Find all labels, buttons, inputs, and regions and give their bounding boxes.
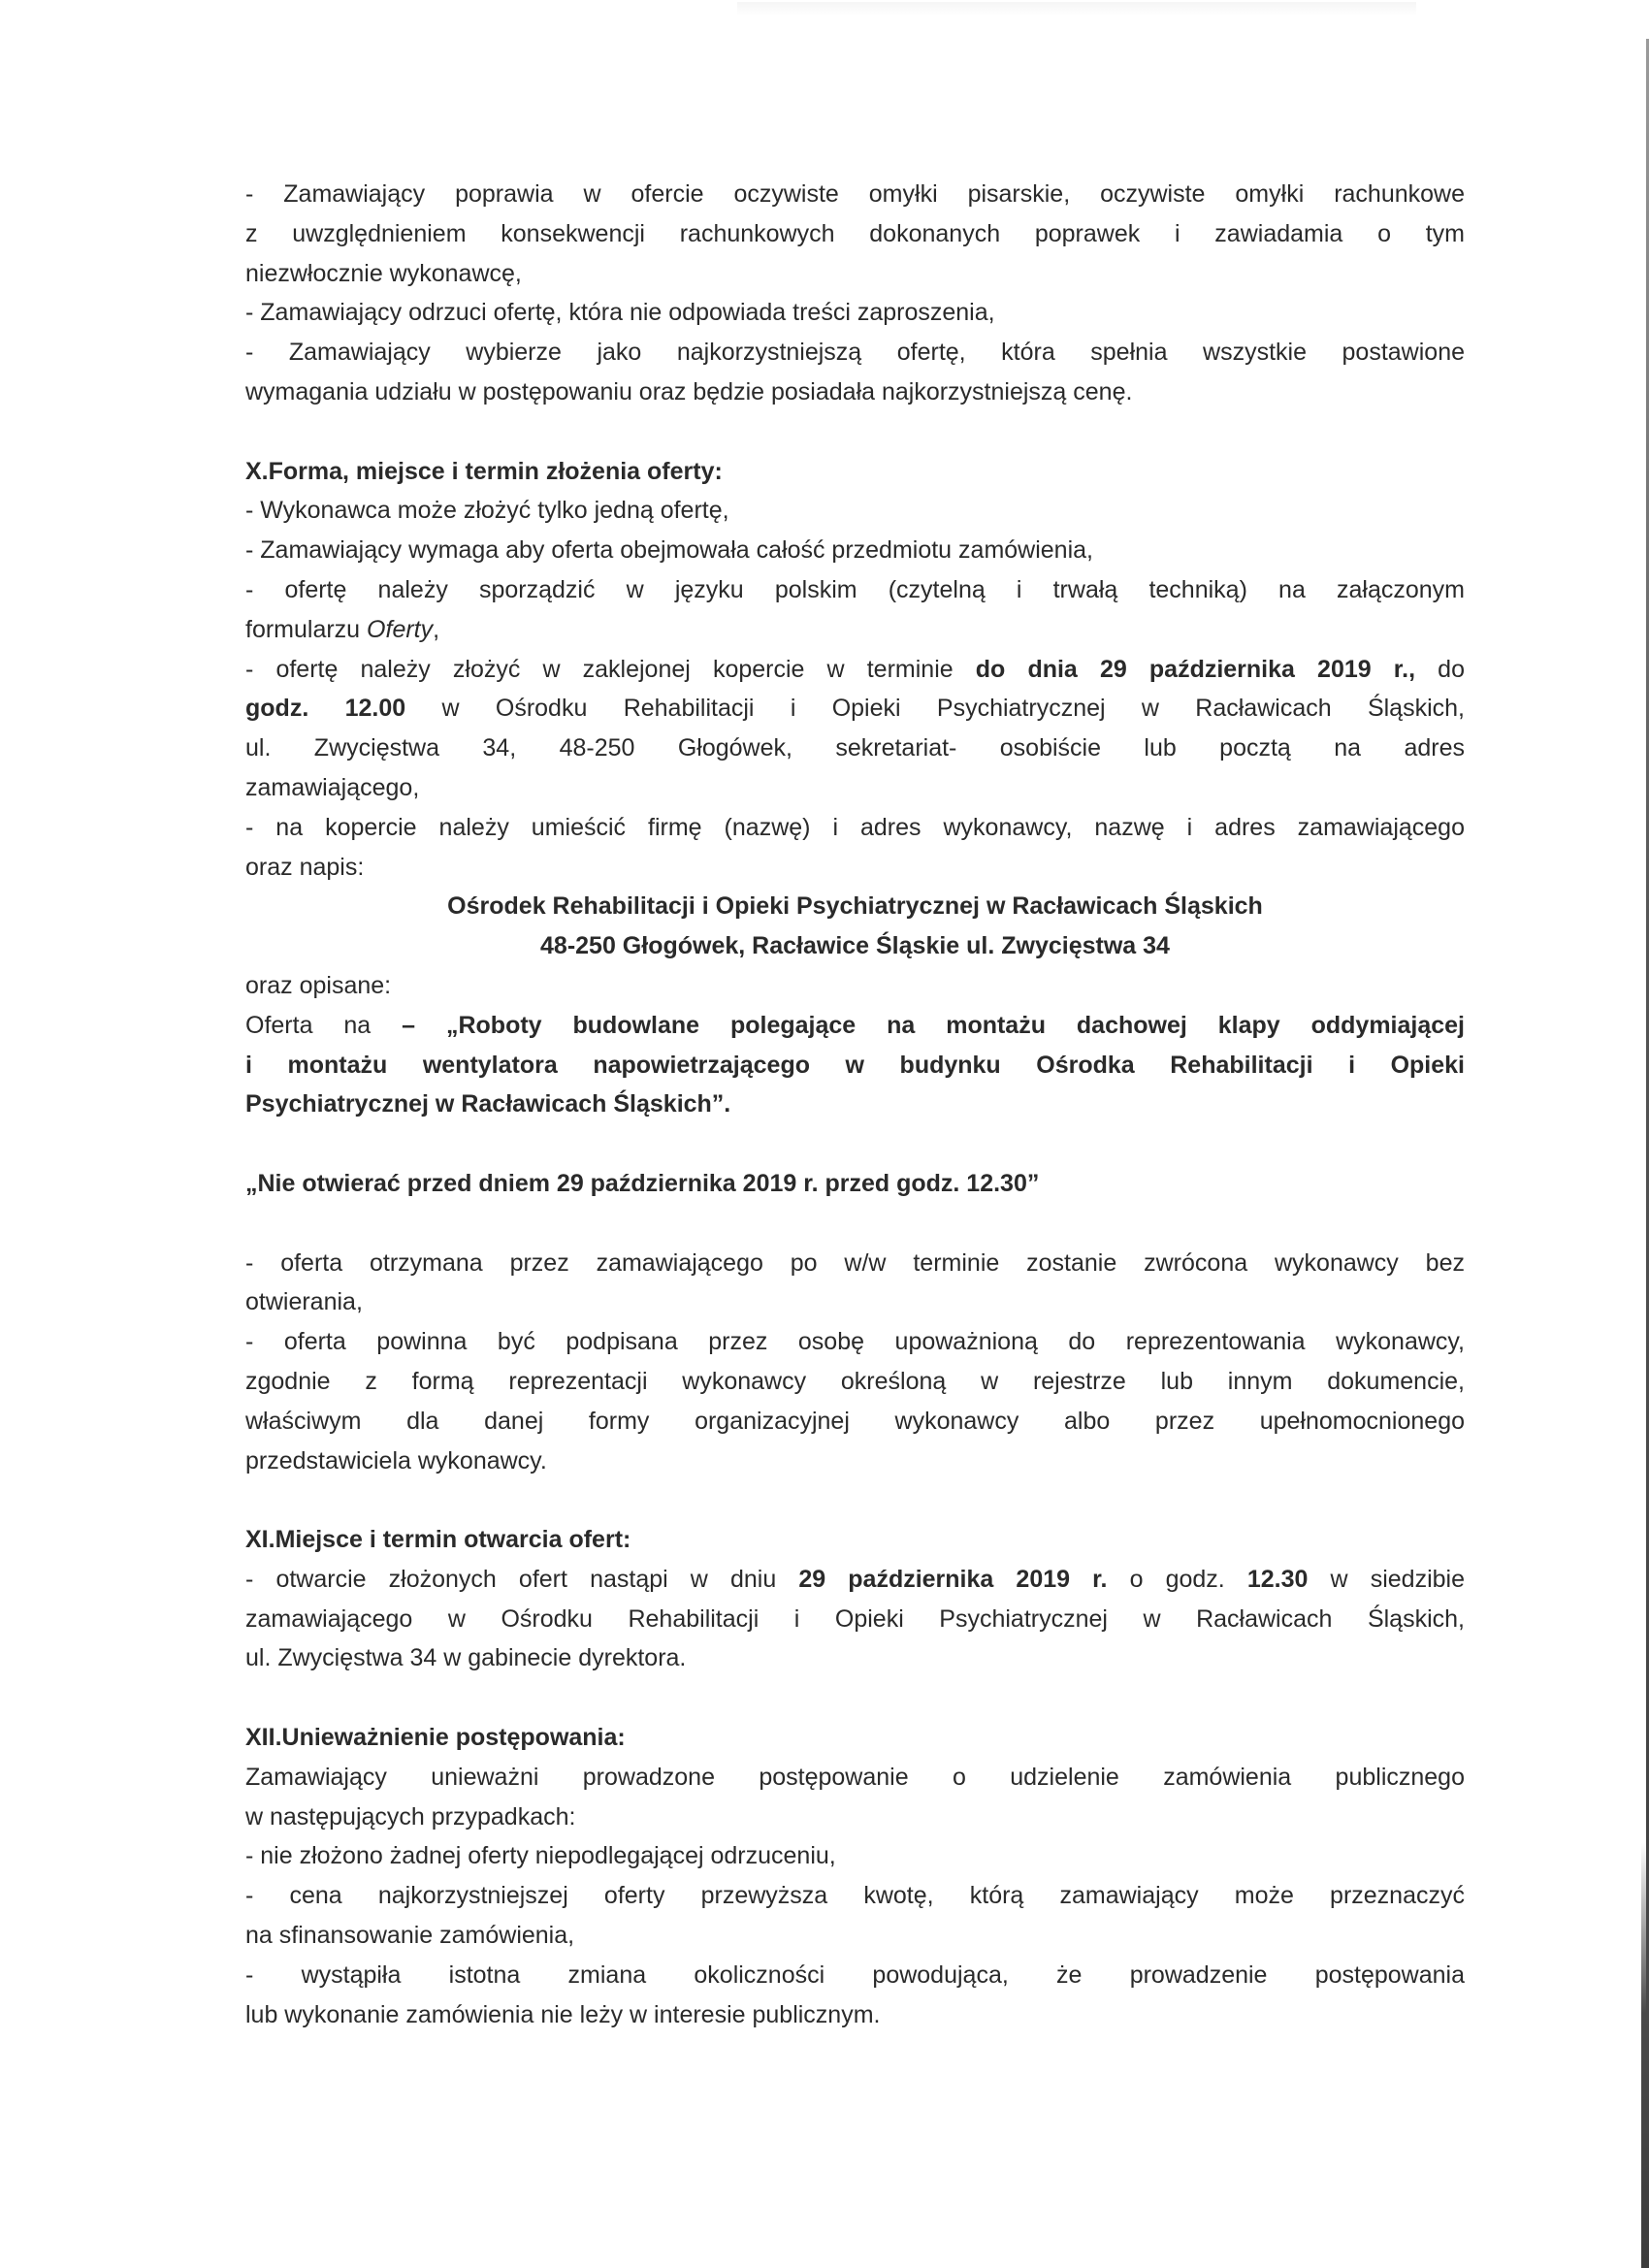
text-line: - Zamawiający wybierze jako najkorzystniejszą ofertę, która spełnia wszystkie postawione: [245, 339, 1465, 367]
text-line: - oferta powinna być podpisana przez osobę upoważnioną do reprezentowania wykonawcy,: [245, 1328, 1465, 1356]
text-line: - cena najkorzystniejszej oferty przewyższa kwotę, którą zamawiający może przeznaczyć: [245, 1882, 1465, 1910]
text-span: do: [1415, 655, 1465, 683]
text-line: oraz napis:: [245, 853, 365, 881]
text-line: [245, 610, 1465, 650]
italic-form-name: Oferty: [367, 615, 434, 643]
text-line: - Zamawiający poprawia w ofercie oczywiste omyłki pisarskie, oczywiste omyłki rachunkowe: [245, 180, 1465, 208]
text-span: o godz.: [1107, 1565, 1247, 1593]
spacer: [245, 1204, 1465, 1244]
evaluation-paragraph: [245, 175, 1465, 412]
text-span: Oferta na: [245, 1011, 403, 1039]
spacer: [245, 412, 1465, 452]
text-line: otwierania,: [245, 1288, 363, 1316]
text-line: - wystąpiła istotna zmiana okoliczności powodująca, że prowadzenie postępowania: [245, 1960, 1465, 1989]
opening-date: 29 października 2019 r.: [798, 1565, 1108, 1593]
section-heading: X.Forma, miejsce i termin złożenia oferty:: [245, 457, 723, 485]
text-line: oraz opisane:: [245, 971, 392, 999]
do-not-open-notice: „Nie otwierać przed dniem 29 października 2019 r. przed godz. 12.30”: [245, 1169, 1040, 1197]
text-line: [245, 1560, 1465, 1600]
text-span: ,: [433, 615, 440, 643]
text-line: - oferta otrzymana przez zamawiającego po w/w terminie zostanie zwrócona wykonawcy bez: [245, 1248, 1465, 1277]
text-line: [245, 689, 1465, 729]
text-line: w następujących przypadkach:: [245, 1802, 576, 1831]
spacer: [245, 1480, 1465, 1520]
text-line: ul. Zwycięstwa 34 w gabinecie dyrektora.: [245, 1644, 687, 1672]
text-line: na sfinansowanie zamówienia,: [245, 1922, 575, 1950]
text-span: - ofertę należy złożyć w zaklejonej kopercie w terminie: [245, 655, 976, 683]
text-line: - Zamawiający wymaga aby oferta obejmowała całość przedmiotu zamówienia,: [245, 536, 1093, 565]
document-body: [245, 175, 1465, 2034]
offer-title: – „Roboty budowlane polegające na montażu dachowej klapy oddymiającej: [402, 1011, 1465, 1039]
text-span: w siedzibie: [1308, 1565, 1465, 1593]
text-line: Zamawiający unieważni prowadzone postępowanie o udzielenie zamówienia publicznego: [245, 1763, 1465, 1791]
address-line: Ośrodek Rehabilitacji i Opieki Psychiatrycznej w Racławicach Śląskich: [447, 892, 1263, 921]
scan-bleed-through: [737, 2, 1416, 16]
scan-edge-shadow-bottom: [1641, 1843, 1649, 2268]
address-line: 48-250 Głogówek, Racławice Śląskie ul. Zwycięstwa 34: [540, 932, 1170, 960]
text-line: - nie złożono żadnej oferty niepodlegającej odrzuceniu,: [245, 1842, 836, 1870]
text-span: - otwarcie złożonych ofert nastąpi w dniu: [245, 1565, 799, 1593]
offer-title-line: Psychiatrycznej w Racławicach Śląskich”.: [245, 1090, 731, 1118]
text-span: w Ośrodku Rehabilitacji i Opieki Psychiatrycznej w Racławicach Śląskich,: [405, 695, 1465, 723]
text-span: formularzu: [245, 615, 368, 643]
section-heading: XII.Unieważnienie postępowania:: [245, 1724, 626, 1752]
offer-title-line: i montażu wentylatora napowietrzającego w budynku Ośrodka Rehabilitacji i Opieki: [245, 1051, 1465, 1079]
text-line: przedstawiciela wykonawcy.: [245, 1446, 547, 1474]
text-line: z uwzględnieniem konsekwencji rachunkowych dokonanych poprawek i zawiadamia o tym: [245, 219, 1465, 247]
text-line: zamawiającego w Ośrodku Rehabilitacji i Opieki Psychiatrycznej w Racławicach Śląskich,: [245, 1604, 1465, 1633]
section-xii: [245, 1718, 1465, 2034]
text-line: - na kopercie należy umieścić firmę (nazwę) i adres wykonawcy, nazwę i adres zamawiającego: [245, 813, 1465, 841]
text-line: - ofertę należy sporządzić w języku polskim (czytelną i trwałą techniką) na załączonym: [245, 575, 1465, 603]
section-x: [245, 452, 1465, 1481]
spacer: [245, 1678, 1465, 1718]
deadline-time: godz. 12.00: [245, 695, 406, 723]
text-line: zamawiającego,: [245, 773, 420, 801]
text-line: ul. Zwycięstwa 34, 48-250 Głogówek, sekretariat- osobiście lub pocztą na adres: [245, 734, 1465, 762]
opening-time: 12.30: [1246, 1565, 1309, 1593]
text-line: [245, 1006, 1465, 1046]
text-line: lub wykonanie zamówienia nie leży w interesie publicznym.: [245, 2000, 881, 2028]
text-line: wymagania udziału w postępowaniu oraz będzie posiadała najkorzystniejszą cenę.: [245, 377, 1133, 405]
text-line: [245, 650, 1465, 690]
section-xi: [245, 1520, 1465, 1678]
text-line: niezwłocznie wykonawcę,: [245, 259, 522, 287]
text-line: właściwym dla danej formy organizacyjnej wykonawcy albo przez upełnomocnionego: [245, 1407, 1465, 1435]
deadline-date: do dnia 29 października 2019 r.,: [975, 655, 1416, 683]
text-line: - Wykonawca może złożyć tylko jedną ofertę,: [245, 497, 729, 525]
spacer: [245, 1124, 1465, 1164]
text-line: zgodnie z formą reprezentacji wykonawcy określoną w rejestrze lub innym dokumencie,: [245, 1367, 1465, 1395]
section-heading: XI.Miejsce i termin otwarcia ofert:: [245, 1526, 631, 1554]
text-line: - Zamawiający odrzuci ofertę, która nie odpowiada treści zaproszenia,: [245, 299, 995, 327]
